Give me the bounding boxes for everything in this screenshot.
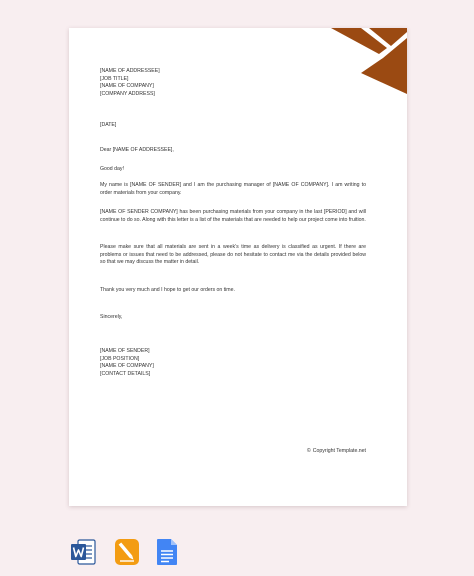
sender-contact-details: [CONTACT DETAILS]: [100, 370, 151, 377]
copyright-text: Copyright Template.net: [312, 448, 366, 454]
addressee-name: [NAME OF ADDRESSEE]: [100, 68, 160, 74]
signature-block: [100, 348, 366, 378]
pages-icon[interactable]: [114, 537, 140, 567]
letter-page: [69, 28, 407, 506]
addressee-company: [NAME OF COMPANY]: [100, 83, 154, 90]
sender-name: [NAME OF SENDER]: [100, 348, 150, 354]
copyright-icon: ©: [306, 448, 311, 454]
paragraph-delivery: Please make sure that all materials are sent in a week’s time as delivery is classified as urgent. If there are problems or issues that need to be addressed, please do not hesitate to contact me via the details provided below so that we may discuss the matter in detail.: [100, 244, 366, 266]
paragraph-purchase-history: [NAME OF SENDER COMPANY] has been purchasing materials from your company in the last [PERIOD] and will continue to do so. Along with this letter is a list of the materials that are needed to help our project come into fruition.: [100, 209, 366, 223]
sender-job-position: [JOB POSITION]: [100, 355, 140, 362]
salutation: Dear [NAME OF ADDRESSEE],: [100, 147, 174, 153]
addressee-job-title: [JOB TITLE]: [100, 75, 129, 82]
letter-date: [DATE]: [100, 122, 117, 128]
paragraph-thanks: Thank you very much and I hope to get our orders on time.: [100, 287, 235, 293]
copyright-notice: [307, 448, 366, 454]
addressee-block: [100, 68, 366, 98]
word-icon[interactable]: [70, 537, 96, 567]
google-docs-icon[interactable]: [154, 537, 180, 567]
paragraph-intro: My name is [NAME OF SENDER] and I am the purchasing manager of [NAME OF COMPANY]. I am writing to order materials from your company.: [100, 182, 366, 196]
format-icons: [0, 537, 474, 569]
addressee-address: [COMPANY ADDRESS]: [100, 90, 155, 97]
sender-company: [NAME OF COMPANY]: [100, 363, 154, 370]
greeting: Good day!: [100, 166, 124, 172]
closing: Sincerely,: [100, 314, 123, 320]
